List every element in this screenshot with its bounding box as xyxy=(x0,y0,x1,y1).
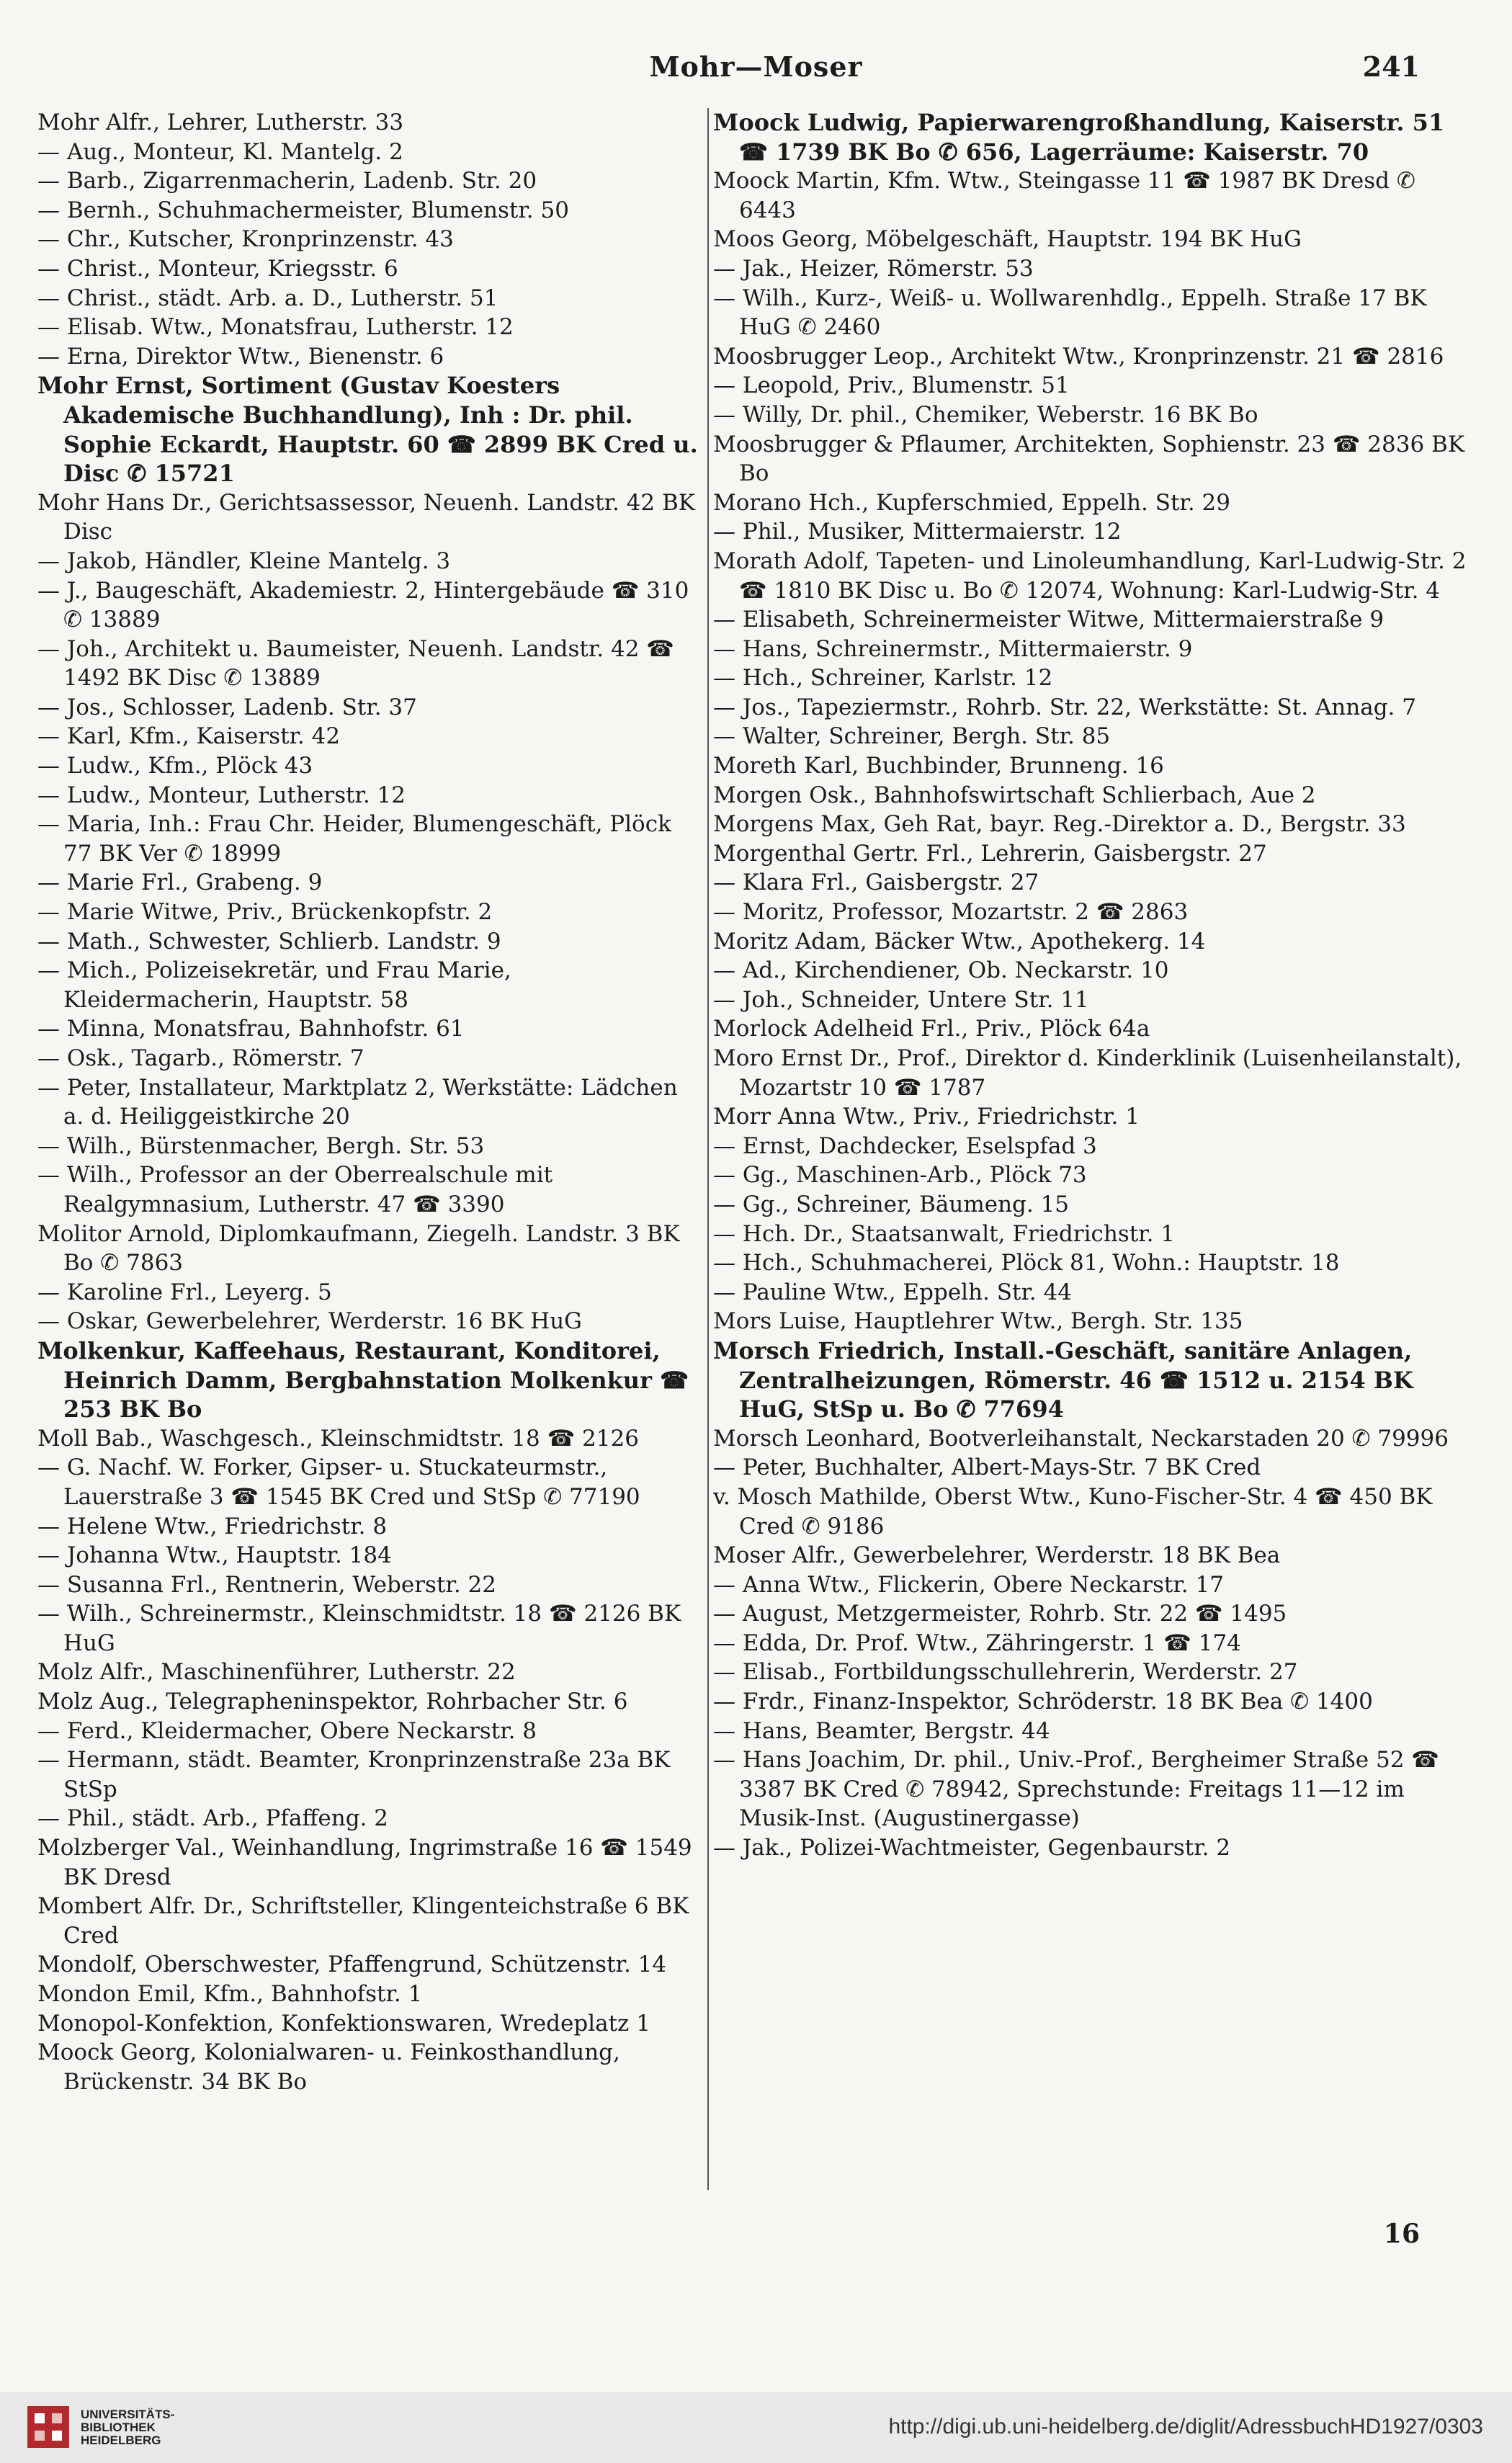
page-title: Mohr—Moser xyxy=(649,50,863,83)
directory-entry: — Moritz, Professor, Mozartstr. 2 ☎ 2863 xyxy=(713,899,1189,926)
library-name-line: HEIDELBERG xyxy=(81,2433,161,2447)
directory-entry: — Chr., Kutscher, Kronprinzenstr. 43 xyxy=(37,226,454,253)
directory-entry: Molkenkur, Kaffeehaus, Restaurant, Konditorei, Heinrich Damm, Bergbahnstation Molkenkur ☎ 253 BK Bo xyxy=(37,1336,689,1423)
column-divider xyxy=(707,108,709,2190)
directory-entry: — Elisabeth, Schreinermeister Witwe, Mittermaierstraße 9 xyxy=(713,607,1384,633)
directory-entry: — Anna Wtw., Flickerin, Obere Neckarstr. 17 xyxy=(713,1571,1224,1598)
footer-page-number: 16 xyxy=(1383,2219,1420,2249)
directory-entry: — Hans Joachim, Dr. phil., Univ.-Prof., Bergheimer Straße 52 ☎ 3387 BK Cred ✆ 78942, Sprechstunde: Freitags 11—12 im Musik-Inst. (Augustinergasse) xyxy=(713,1747,1439,1832)
directory-entry: — Osk., Tagarb., Römerstr. 7 xyxy=(37,1045,364,1071)
directory-entry: — Wilh., Schreinermstr., Kleinschmidtstr. 18 ☎ 2126 BK HuG xyxy=(37,1601,681,1656)
directory-entry: — Wilh., Bürstenmacher, Bergh. Str. 53 xyxy=(37,1132,485,1159)
directory-entry: Morr Anna Wtw., Priv., Friedrichstr. 1 xyxy=(713,1104,1140,1130)
directory-entry: — Elisab. Wtw., Monatsfrau, Lutherstr. 12 xyxy=(37,314,514,341)
directory-entry: — Jak., Polizei-Wachtmeister, Gegenbaurstr. 2 xyxy=(713,1835,1231,1861)
directory-entry: — Jos., Schlosser, Ladenb. Str. 37 xyxy=(37,694,417,720)
directory-entry: — Peter, Buchhalter, Albert-Mays-Str. 7 BK Cred xyxy=(713,1454,1261,1481)
library-name-line: BIBLIOTHEK xyxy=(81,2420,156,2434)
directory-entry: Mohr Alfr., Lehrer, Lutherstr. 33 xyxy=(37,109,404,135)
directory-entry: — Hans, Schreinermstr., Mittermaierstr. 9 xyxy=(713,635,1193,662)
directory-entry: Morgens Max, Geh Rat, bayr. Reg.-Direktor a. D., Bergstr. 33 xyxy=(713,811,1406,838)
directory-entry: Moosbrugger Leop., Architekt Wtw., Kronprinzenstr. 21 ☎ 2816 xyxy=(713,343,1444,370)
directory-entry: Morgenthal Gertr. Frl., Lehrerin, Gaisbergstr. 27 xyxy=(713,840,1267,867)
directory-entry: — Edda, Dr. Prof. Wtw., Zähringerstr. 1 ☎ 174 xyxy=(713,1630,1241,1656)
directory-entry: Moock Georg, Kolonialwaren- u. Feinkosthandlung, Brückenstr. 34 BK Bo xyxy=(37,2039,620,2095)
library-name xyxy=(81,2408,268,2447)
directory-entry: — Frdr., Finanz-Inspektor, Schröderstr. 18 BK Bea ✆ 1400 xyxy=(713,1689,1373,1715)
directory-entry: — Ernst, Dachdecker, Eselspfad 3 xyxy=(713,1132,1097,1159)
directory-entry: — Ludw., Kfm., Plöck 43 xyxy=(37,753,313,779)
directory-entry: Moreth Karl, Buchbinder, Brunneng. 16 xyxy=(713,753,1164,779)
directory-entry: Morlock Adelheid Frl., Priv., Plöck 64a xyxy=(713,1016,1150,1042)
directory-entry: — August, Metzgermeister, Rohrb. Str. 22 ☎ 1495 xyxy=(713,1601,1287,1627)
directory-entry: Moser Alfr., Gewerbelehrer, Werderstr. 18 BK Bea xyxy=(713,1542,1281,1569)
directory-entry: — Erna, Direktor Wtw., Bienenstr. 6 xyxy=(37,343,444,370)
directory-entry: — Barb., Zigarrenmacherin, Ladenb. Str. 20 xyxy=(37,168,537,195)
directory-entry: Moock Ludwig, Papierwarengroßhandlung, Kaiserstr. 51 ☎ 1739 BK Bo ✆ 656, Lagerräume: Kaiserstr. 70 xyxy=(713,109,1445,166)
directory-entry: — Mich., Polizeisekretär, und Frau Marie, Kleidermacherin, Hauptstr. 58 xyxy=(37,957,511,1013)
directory-entry: — Leopold, Priv., Blumenstr. 51 xyxy=(713,372,1070,399)
directory-entry: — Walter, Schreiner, Bergh. Str. 85 xyxy=(713,723,1111,750)
directory-entry: — Hans, Beamter, Bergstr. 44 xyxy=(713,1717,1050,1744)
directory-entry: — Karl, Kfm., Kaiserstr. 42 xyxy=(37,723,341,750)
source-url[interactable]: http://digi.ub.uni-heidelberg.de/diglit/AdressbuchHD1927/0303 xyxy=(888,2415,1483,2439)
directory-entry: — Susanna Frl., Rentnerin, Weberstr. 22 xyxy=(37,1571,496,1598)
directory-entry: — Phil., städt. Arb., Pfaffeng. 2 xyxy=(37,1805,388,1832)
directory-entry: — Johanna Wtw., Hauptstr. 184 xyxy=(37,1542,392,1569)
left-column xyxy=(37,108,702,2233)
directory-entry: Morano Hch., Kupferschmied, Eppelh. Str. 29 xyxy=(713,489,1230,516)
directory-entry: — Maria, Inh.: Frau Chr. Heider, Blumengeschäft, Plöck 77 BK Ver ✆ 18999 xyxy=(37,811,671,867)
directory-entry: — Hch. Dr., Staatsanwalt, Friedrichstr. 1 xyxy=(713,1220,1176,1247)
directory-entry: — Ludw., Monteur, Lutherstr. 12 xyxy=(37,782,406,808)
directory-entry: — Willy, Dr. phil., Chemiker, Weberstr. 16 BK Bo xyxy=(713,401,1258,428)
directory-entry: Mohr Ernst, Sortiment (Gustav Koesters Akademische Buchhandlung), Inh : Dr. phil. Sophie Eckardt, Hauptstr. 60 ☎ 2899 BK Cred u. Disc ✆ 15721 xyxy=(37,372,698,488)
directory-entry: — Aug., Monteur, Kl. Mantelg. 2 xyxy=(37,138,403,165)
directory-entry: — Oskar, Gewerbelehrer, Werderstr. 16 BK HuG xyxy=(37,1308,582,1335)
directory-entry: Moro Ernst Dr., Prof., Direktor d. Kinderklinik (Luisenheilanstalt), Mozartstr 10 ☎ 1787 xyxy=(713,1045,1462,1101)
header-page-number: 241 xyxy=(1362,50,1420,83)
directory-entry: Morgen Osk., Bahnhofswirtschaft Schlierbach, Aue 2 xyxy=(713,782,1316,808)
directory-entry: Moock Martin, Kfm. Wtw., Steingasse 11 ☎ 1987 BK Dresd ✆ 6443 xyxy=(713,168,1415,223)
library-name-line: UNIVERSITÄTS- xyxy=(81,2408,175,2421)
directory-entry: — Joh., Schneider, Untere Str. 11 xyxy=(713,986,1089,1013)
directory-entry: — Christ., städt. Arb. a. D., Lutherstr. 51 xyxy=(37,285,498,311)
directory-entry: v. Mosch Mathilde, Oberst Wtw., Kuno-Fischer-Str. 4 ☎ 450 BK Cred ✆ 9186 xyxy=(713,1483,1433,1539)
directory-entry: — Jos., Tapeziermstr., Rohrb. Str. 22, Werkstätte: St. Annag. 7 xyxy=(713,694,1416,720)
directory-entry: — Elisab., Fortbildungsschullehrerin, Werderstr. 27 xyxy=(713,1659,1298,1686)
directory-entry: — Hch., Schuhmacherei, Plöck 81, Wohn.: Hauptstr. 18 xyxy=(713,1250,1340,1277)
directory-entry: — Pauline Wtw., Eppelh. Str. 44 xyxy=(713,1279,1073,1305)
directory-entry: — Gg., Maschinen-Arb., Plöck 73 xyxy=(713,1162,1087,1189)
directory-entry: — Phil., Musiker, Mittermaierstr. 12 xyxy=(713,519,1122,545)
directory-entry: Mondon Emil, Kfm., Bahnhofstr. 1 xyxy=(37,1981,423,2007)
directory-entry: Mombert Alfr. Dr., Schriftsteller, Klingenteichstraße 6 BK Cred xyxy=(37,1893,689,1949)
directory-entry: Monopol-Konfektion, Konfektionswaren, Wredeplatz 1 xyxy=(37,2010,650,2037)
directory-entry: Molzberger Val., Weinhandlung, Ingrimstraße 16 ☎ 1549 BK Dresd xyxy=(37,1835,692,1890)
directory-entry: Molz Alfr., Maschinenführer, Lutherstr. 22 xyxy=(37,1659,516,1686)
directory-entry: Mors Luise, Hauptlehrer Wtw., Bergh. Str. 135 xyxy=(713,1308,1243,1335)
directory-entry: Mondolf, Oberschwester, Pfaffengrund, Schützenstr. 14 xyxy=(37,1952,667,1978)
directory-entry: — Gg., Schreiner, Bäumeng. 15 xyxy=(713,1191,1070,1217)
right-column xyxy=(713,108,1469,2233)
directory-entry: — Jakob, Händler, Kleine Mantelg. 3 xyxy=(37,547,451,574)
directory-entry: Moll Bab., Waschgesch., Kleinschmidtstr. 18 ☎ 2126 xyxy=(37,1425,639,1452)
directory-entry: — Hermann, städt. Beamter, Kronprinzenstraße 23a BK StSp xyxy=(37,1747,671,1802)
directory-entry: — Joh., Architekt u. Baumeister, Neuenh. Landstr. 42 ☎ 1492 BK Disc ✆ 13889 xyxy=(37,635,674,692)
directory-entry: — Ferd., Kleidermacher, Obere Neckarstr. 8 xyxy=(37,1717,537,1744)
directory-entry: — Marie Frl., Grabeng. 9 xyxy=(37,870,323,896)
directory-entry: Morsch Leonhard, Bootverleihanstalt, Neckarstaden 20 ✆ 79996 xyxy=(713,1425,1449,1452)
directory-entry: — Wilh., Kurz-, Weiß- u. Wollwarenhdlg., Eppelh. Straße 17 BK HuG ✆ 2460 xyxy=(713,285,1427,341)
directory-entry: — Wilh., Professor an der Oberrealschule mit Realgymnasium, Lutherstr. 47 ☎ 3390 xyxy=(37,1162,553,1217)
directory-entry: Molitor Arnold, Diplomkaufmann, Ziegelh. Landstr. 3 BK Bo ✆ 7863 xyxy=(37,1220,680,1277)
directory-entry: — Minna, Monatsfrau, Bahnhofstr. 61 xyxy=(37,1016,465,1042)
directory-entry: — J., Baugeschäft, Akademiestr. 2, Hintergebäude ☎ 310 ✆ 13889 xyxy=(37,577,689,633)
page-header xyxy=(0,50,1512,94)
directory-entry: — Klara Frl., Gaisbergstr. 27 xyxy=(713,870,1039,896)
directory-entry: — Karoline Frl., Leyerg. 5 xyxy=(37,1279,332,1305)
directory-entry: — Bernh., Schuhmachermeister, Blumenstr. 50 xyxy=(37,197,569,223)
directory-entry: — Peter, Installateur, Marktplatz 2, Werkstätte: Lädchen a. d. Heiliggeistkirche 20 xyxy=(37,1074,678,1130)
directory-entry: — Christ., Monteur, Kriegsstr. 6 xyxy=(37,255,398,282)
directory-entry: Moos Georg, Möbelgeschäft, Hauptstr. 194 BK HuG xyxy=(713,226,1302,253)
directory-entry: Molz Aug., Telegrapheninspektor, Rohrbacher Str. 6 xyxy=(37,1689,628,1715)
directory-entry: — Marie Witwe, Priv., Brückenkopfstr. 2 xyxy=(37,899,493,926)
university-library-logo-icon[interactable] xyxy=(26,2405,71,2449)
directory-entry: Morath Adolf, Tapeten- und Linoleumhandlung, Karl-Ludwig-Str. 2 ☎ 1810 BK Disc u. Bo ✆ 12074, Wohnung: Karl-Ludwig-Str. 4 xyxy=(713,547,1467,604)
directory-entry: — Helene Wtw., Friedrichstr. 8 xyxy=(37,1513,388,1539)
directory-entry: — G. Nachf. W. Forker, Gipser- u. Stuckateurmstr., Lauerstraße 3 ☎ 1545 BK Cred und StSp ✆ 77190 xyxy=(37,1454,640,1510)
directory-entry: Moosbrugger & Pflaumer, Architekten, Sophienstr. 23 ☎ 2836 BK Bo xyxy=(713,431,1464,487)
directory-entry: — Jak., Heizer, Römerstr. 53 xyxy=(713,255,1034,282)
directory-entry: Moritz Adam, Bäcker Wtw., Apothekerg. 14 xyxy=(713,928,1206,955)
directory-entry: Mohr Hans Dr., Gerichtsassessor, Neuenh. Landstr. 42 BK Disc xyxy=(37,489,695,545)
directory-entry: — Math., Schwester, Schlierb. Landstr. 9 xyxy=(37,928,501,955)
directory-entry: Morsch Friedrich, Install.-Geschäft, sanitäre Anlagen, Zentralheizungen, Römerstr. 46 ☎ 1512 u. 2154 BK HuG, StSp u. Bo ✆ 77694 xyxy=(713,1336,1413,1423)
directory-entry: — Hch., Schreiner, Karlstr. 12 xyxy=(713,665,1053,692)
directory-entry: — Ad., Kirchendiener, Ob. Neckarstr. 10 xyxy=(713,957,1169,984)
